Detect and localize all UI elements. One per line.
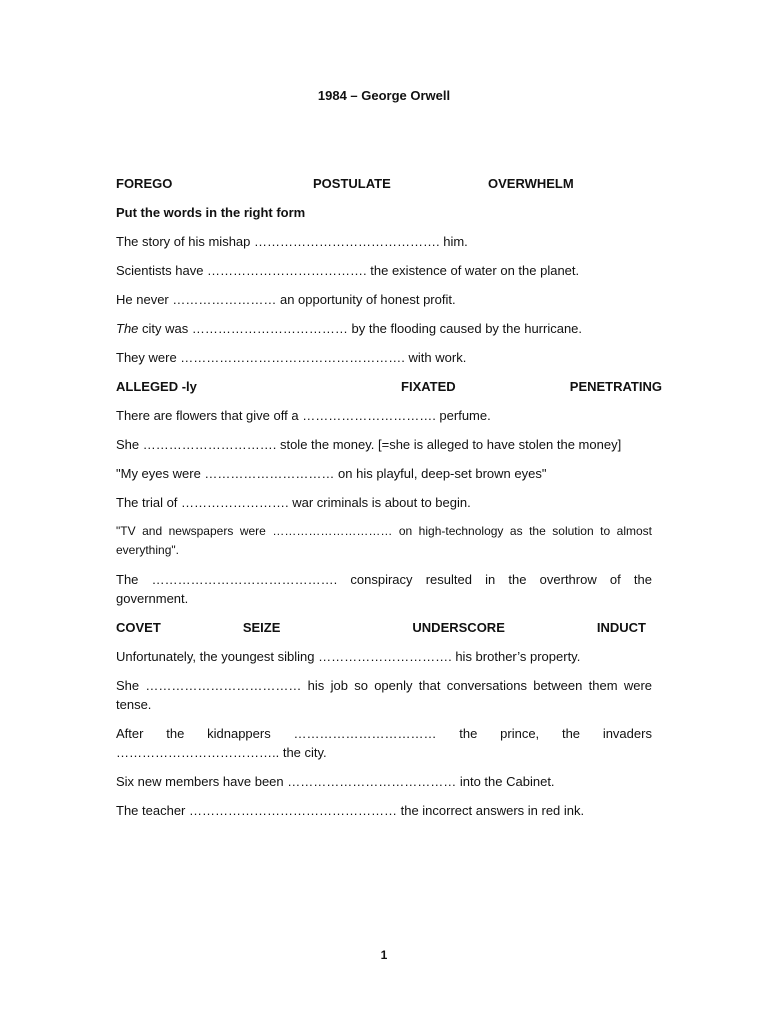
exercise-sentence: "TV and newspapers were ………………………… on high-technology as the solution to almost everything". [116,524,652,557]
word-bank-item: SEIZE [242,620,281,635]
exercise-sentence: "My eyes were ………………………… on his playful, deep-set brown eyes" [116,466,547,481]
word: of [609,572,621,587]
word: the [633,572,652,587]
word-bank-2 [116,377,662,396]
exercise-sentence: She …………………………. stole the money. [=she is alleged to have stolen the money] [116,437,622,452]
exercise-sentence: Six new members have been ………………………………… into the Cabinet. [116,774,555,789]
word: The [116,572,139,587]
word-bank-3 [116,618,652,637]
exercise-sentence [116,319,652,338]
word: resulted [425,572,472,587]
instruction: Put the words in the right form [116,205,306,220]
exercise-sentence: Scientists have ………………………………. the existence of water on the planet. [116,263,580,278]
word-bank-item: PENETRATING [569,379,662,394]
word: conspiracy [350,572,413,587]
exercise-sentence: The teacher ………………………………………… the incorrect answers in red ink. [116,803,585,818]
word: in [485,572,496,587]
sentence-continuation: ……………………………….. the city. [116,745,327,760]
italic-word: The [116,321,139,336]
page-number: 1 [380,948,388,962]
word: prince, [500,726,540,741]
word-bank-item: ALLEGED -ly [116,379,197,394]
justified-line [116,570,652,589]
exercise-sentence: There are flowers that give off a …………………………. perfume. [116,408,491,423]
exercise-sentence: He never …………………… an opportunity of honest profit. [116,292,456,307]
exercise-sentence: The trial of ……………………. war criminals is about to begin. [116,495,471,510]
sentence-continuation: government. [116,591,189,606]
word-bank-item: UNDERSCORE [412,620,505,635]
word-bank-item: FOREGO [116,176,173,191]
word: overthrow [539,572,597,587]
word-bank-item: OVERWHELM [488,176,574,191]
word: invaders [602,726,652,741]
worksheet-content [116,174,662,830]
word-bank-1 [116,174,652,193]
word-bank-item: POSTULATE [313,176,391,191]
page-title: 1984 – George Orwell [317,88,451,103]
blank: ……………………………………. [151,572,338,587]
word-bank-item: FIXATED [401,379,456,394]
word: kidnappers [207,726,271,741]
word-bank-item: INDUCT [596,620,646,635]
word-bank-item: COVET [116,620,161,635]
word: the [459,726,478,741]
word: After [116,726,144,741]
sentence-text: city was ……………………………… by the flooding caused by the hurricane. [142,321,583,336]
blank: …………………………… [293,726,437,741]
word: the [166,726,185,741]
word: the [508,572,527,587]
exercise-sentence: She ……………………………… his job so openly that conversations between them were tense. [116,678,652,712]
exercise-sentence: They were ……………………………………………. with work. [116,350,467,365]
justified-line [116,724,652,743]
exercise-sentence: The story of his mishap ……………………………………. him. [116,234,468,249]
exercise-sentence: Unfortunately, the youngest sibling …………………………. his brother’s property. [116,649,581,664]
word: the [561,726,581,741]
exercise-sentence [116,570,652,608]
exercise-sentence [116,724,652,762]
